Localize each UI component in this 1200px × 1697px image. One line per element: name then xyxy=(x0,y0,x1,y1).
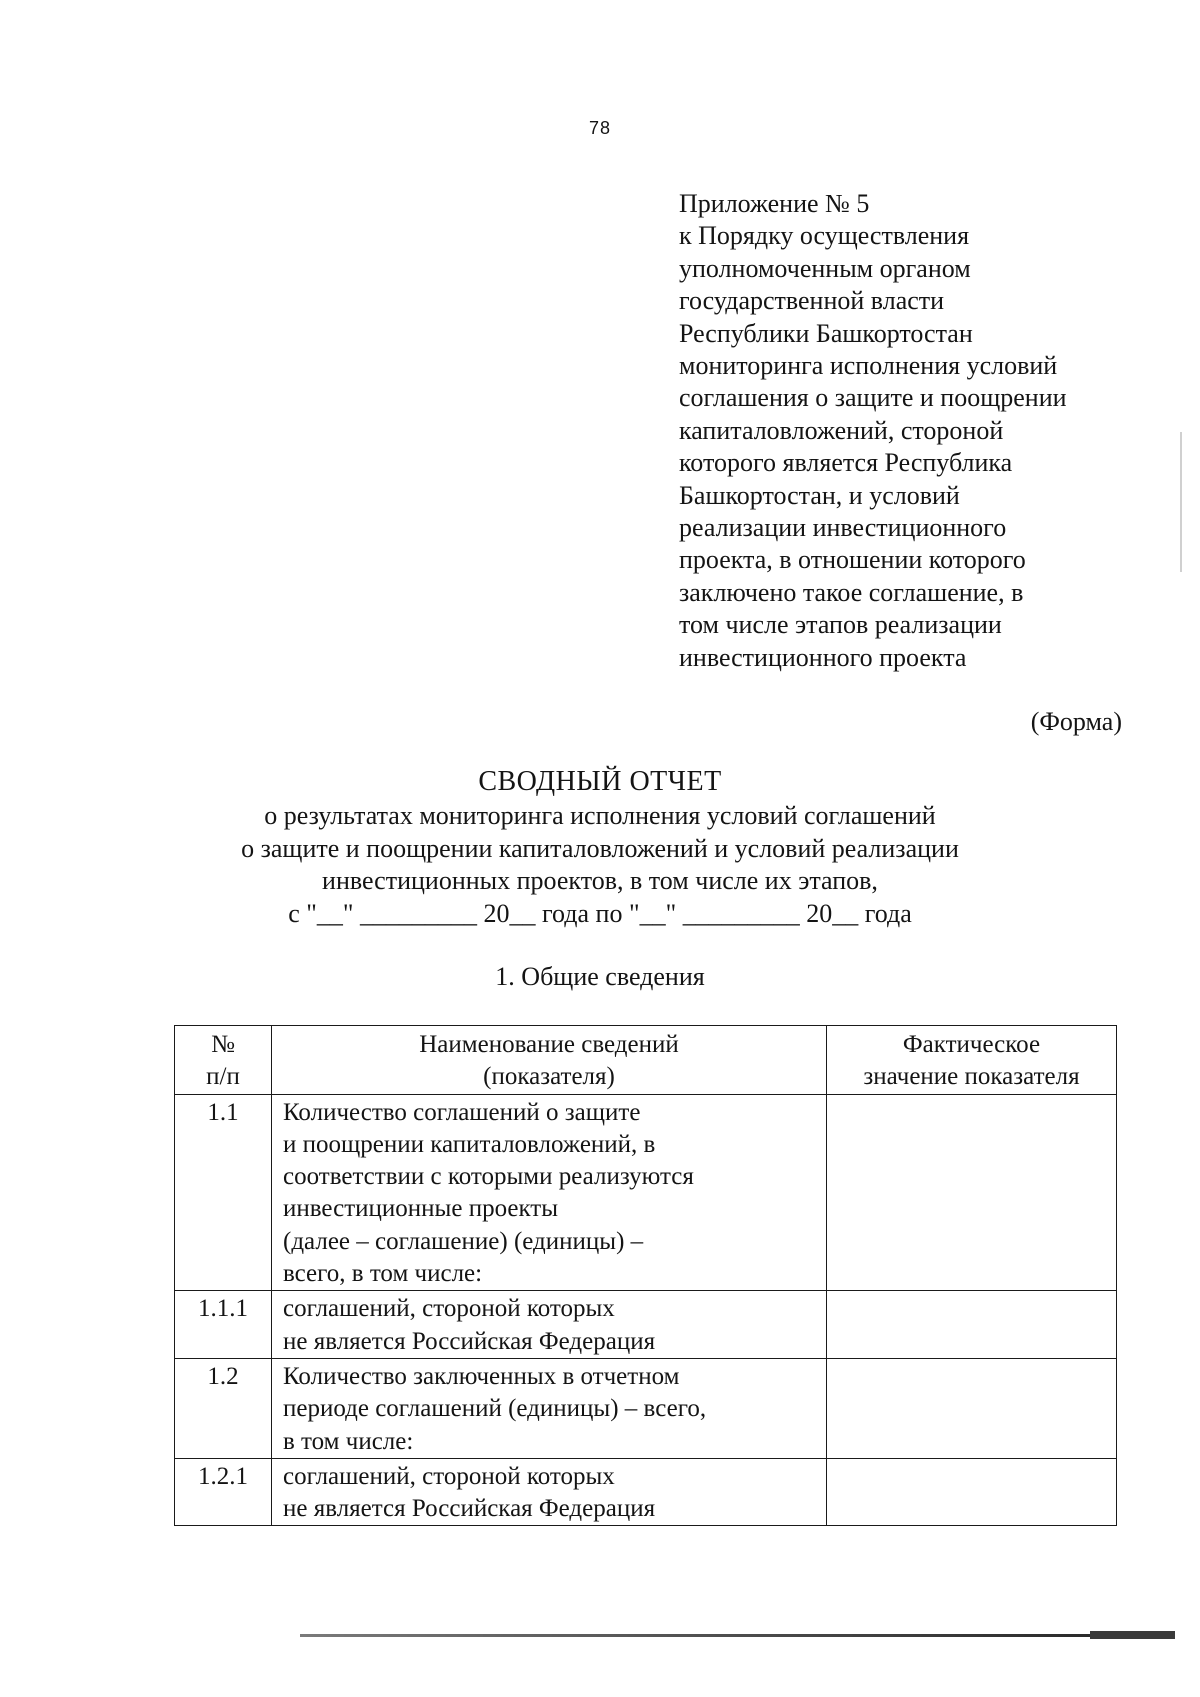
annex-line: капиталовложений, стороной xyxy=(679,415,1004,445)
row-number: 1.2.1 xyxy=(175,1458,272,1526)
annex-line: к Порядку осуществления xyxy=(679,221,970,251)
bottom-scan-line xyxy=(300,1634,1175,1637)
table-header-row xyxy=(175,1026,1117,1095)
annex-line: Республики Башкортостан xyxy=(679,318,973,348)
indicator-line: и поощрении капиталовложений, в xyxy=(283,1130,656,1158)
table-row xyxy=(175,1458,1117,1526)
report-subtitle-line: о защите и поощрении капиталовложений и условий реализации xyxy=(241,833,959,863)
header-name xyxy=(272,1026,827,1095)
annex-line: Башкортостан, и условий xyxy=(679,480,960,510)
header-name-line: (показателя) xyxy=(483,1063,615,1091)
annex-line: уполномоченным органом xyxy=(679,253,971,283)
annex-note xyxy=(679,188,1149,674)
table-row xyxy=(175,1291,1117,1359)
indicator-line: соответствии с которыми реализуются xyxy=(283,1163,694,1191)
header-num-line: № xyxy=(211,1031,235,1058)
indicator-line: соглашений, стороной которых xyxy=(283,1295,615,1323)
indicator-line: Количество соглашений о защите xyxy=(283,1098,641,1126)
header-value-line: Фактическое xyxy=(902,1031,1041,1058)
indicator-line: всего, в том числе: xyxy=(283,1260,483,1288)
row-actual-value xyxy=(827,1291,1117,1359)
annex-line: том числе этапов реализации xyxy=(679,610,1002,640)
bottom-scan-line-dark xyxy=(1090,1631,1175,1639)
header-value xyxy=(827,1026,1117,1095)
row-number: 1.1 xyxy=(175,1094,272,1291)
annex-line: проекта, в отношении которого xyxy=(679,545,1026,575)
row-number: 1.2 xyxy=(175,1358,272,1458)
row-indicator-name xyxy=(272,1291,827,1359)
indicator-line: Количество заключенных в отчетном xyxy=(283,1362,680,1390)
page-number: 78 xyxy=(588,118,612,138)
form-label: (Форма) xyxy=(1030,707,1122,736)
report-subtitle xyxy=(0,800,1200,930)
report-subtitle-line: о результатах мониторинга исполнения условий соглашений xyxy=(264,801,936,830)
general-info-table xyxy=(174,1025,1117,1526)
header-num-line: п/п xyxy=(206,1063,240,1091)
section-title: 1. Общие сведения xyxy=(495,962,705,991)
row-actual-value xyxy=(827,1358,1117,1458)
header-value-line: значение показателя xyxy=(863,1063,1080,1091)
annex-line: мониторинга исполнения условий xyxy=(679,351,1058,381)
indicator-line: инвестиционные проекты xyxy=(283,1195,559,1223)
scan-edge-mark xyxy=(1180,432,1182,572)
row-indicator-name xyxy=(272,1458,827,1526)
header-num xyxy=(175,1026,272,1095)
row-actual-value xyxy=(827,1458,1117,1526)
indicator-line: (далее – соглашение) (единицы) – xyxy=(283,1227,644,1255)
report-period-line: с "__" _________ 20__ года по "__" _________ 20__ года xyxy=(288,898,912,928)
row-number: 1.1.1 xyxy=(175,1291,272,1359)
report-title: СВОДНЫЙ ОТЧЕТ xyxy=(478,766,722,797)
annex-line: которого является Республика xyxy=(679,448,1013,478)
indicator-line: соглашений, стороной которых xyxy=(283,1462,615,1490)
indicator-line: не является Российская Федерация xyxy=(283,1495,656,1523)
annex-line: соглашения о защите и поощрении xyxy=(679,383,1067,413)
report-subtitle-line: инвестиционных проектов, в том числе их этапов, xyxy=(322,866,878,895)
indicator-line: не является Российская Федерация xyxy=(283,1327,656,1355)
row-indicator-name xyxy=(272,1094,827,1291)
annex-line: государственной власти xyxy=(679,286,945,316)
indicator-line: в том числе: xyxy=(283,1427,414,1455)
annex-line: реализации инвестиционного xyxy=(679,513,1007,543)
annex-line: инвестиционного проекта xyxy=(679,642,967,672)
indicator-line: периоде соглашений (единицы) – всего, xyxy=(283,1395,707,1423)
row-actual-value xyxy=(827,1094,1117,1291)
row-indicator-name xyxy=(272,1358,827,1458)
header-name-line: Наименование сведений xyxy=(419,1031,679,1058)
annex-line: заключено такое соглашение, в xyxy=(679,577,1024,607)
table-row xyxy=(175,1094,1117,1291)
table-row xyxy=(175,1358,1117,1458)
annex-line: Приложение № 5 xyxy=(679,189,870,218)
